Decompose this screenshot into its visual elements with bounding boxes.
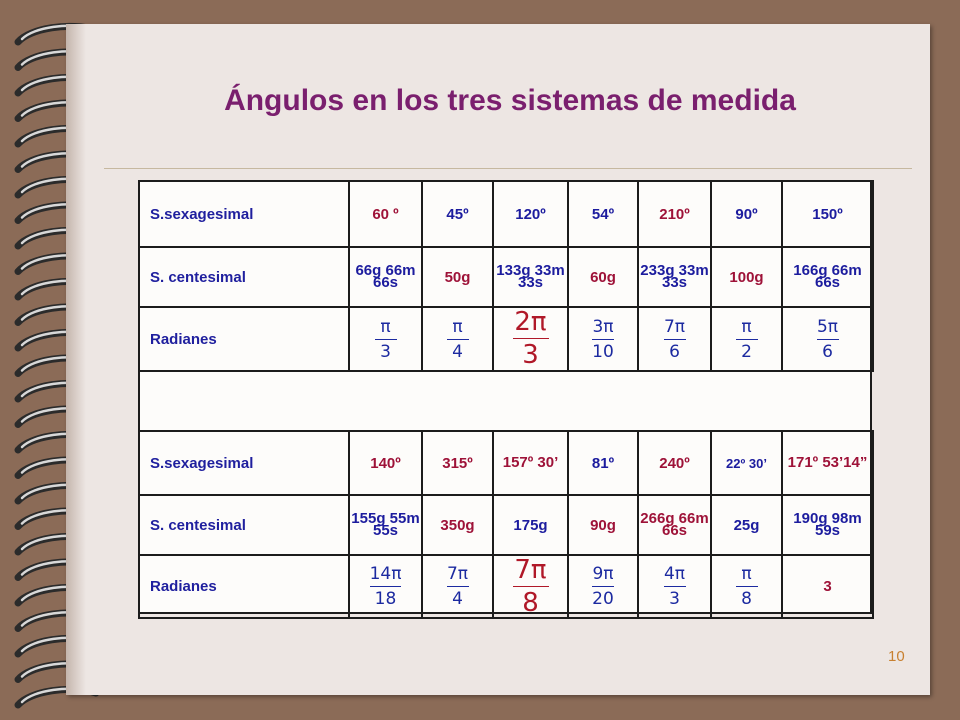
radian-fraction: $\frac{2\pi}{3}$ (514, 307, 547, 370)
sexagesimal-cell: 140º (349, 431, 422, 495)
radian-fraction: $\frac{14\pi}{18}$ (369, 564, 402, 609)
sexagesimal-cell: 157º 30’ (493, 431, 568, 495)
table1-row-sexagesimal (139, 181, 873, 247)
sexagesimal-cell: 210º (638, 181, 711, 247)
radian-cell (493, 555, 568, 618)
radian-cell (638, 307, 711, 371)
table2-row-radianes (139, 555, 873, 618)
row-label-radianes: Radianes (139, 555, 349, 618)
sexagesimal-cell: 45º (422, 181, 493, 247)
radian-cell (711, 555, 782, 618)
centesimal-cell: 155g 55m 55s (349, 495, 422, 555)
centesimal-cell: 25g (711, 495, 782, 555)
radian-fraction: $\frac{\pi}{8}$ (736, 564, 758, 609)
sexagesimal-cell: 90º (711, 181, 782, 247)
radian-fraction: $\frac{5\pi}{6}$ (816, 316, 839, 362)
centesimal-cell: 175g (493, 495, 568, 555)
radian-cell (349, 307, 422, 371)
radian-fraction: $\frac{\pi}{2}$ (736, 317, 758, 362)
centesimal-cell: 233g 33m 33s (638, 247, 711, 307)
table1-row-radianes (139, 307, 873, 371)
radian-fraction: $\frac{\pi}{3}$ (375, 317, 397, 362)
page-title: Ángulos en los tres sistemas de medida (224, 84, 796, 117)
page-shadow (66, 24, 86, 695)
centesimal-cell: 66g 66m 66s (349, 247, 422, 307)
row-label-radianes: Radianes (139, 307, 349, 371)
centesimal-cell: 133g 33m 33s (493, 247, 568, 307)
sexagesimal-cell: 60 º (349, 181, 422, 247)
radian-cell (638, 555, 711, 618)
centesimal-cell: 166g 66m 66s (782, 247, 873, 307)
sexagesimal-cell: 120º (493, 181, 568, 247)
radian-fraction: $\frac{\pi}{4}$ (447, 317, 469, 362)
table1-row-centesimal (139, 247, 873, 307)
sexagesimal-cell: 315º (422, 431, 493, 495)
radian-cell: 3 (782, 555, 873, 618)
title-divider (104, 168, 912, 169)
angles-table-1 (138, 180, 874, 372)
radian-cell (349, 555, 422, 618)
radian-fraction: $\frac{3\pi}{10}$ (592, 316, 614, 362)
radian-fraction: $\frac{7\pi}{4}$ (446, 564, 469, 609)
centesimal-cell: 50g (422, 247, 493, 307)
sexagesimal-cell: 54º (568, 181, 638, 247)
centesimal-cell: 190g 98m 59s (782, 495, 873, 555)
centesimal-cell: 90g (568, 495, 638, 555)
radian-fraction: $\frac{9\pi}{20}$ (592, 564, 614, 609)
row-label-centesimal: S. centesimal (139, 495, 349, 555)
radian-cell (711, 307, 782, 371)
radian-cell (568, 555, 638, 618)
sexagesimal-cell: 171º 53’14” (782, 431, 873, 495)
page-number: 10 (888, 648, 905, 665)
centesimal-cell: 60g (568, 247, 638, 307)
angles-table-2 (138, 430, 874, 619)
sexagesimal-cell: 240º (638, 431, 711, 495)
centesimal-cell: 266g 66m 66s (638, 495, 711, 555)
centesimal-cell: 100g (711, 247, 782, 307)
radian-fraction: $\frac{4\pi}{3}$ (663, 564, 686, 609)
table2-row-sexagesimal (139, 431, 873, 495)
row-label-sexagesimal: S.sexagesimal (139, 181, 349, 247)
row-label-sexagesimal: S.sexagesimal (139, 431, 349, 495)
sexagesimal-cell: 81º (568, 431, 638, 495)
row-label-centesimal: S. centesimal (139, 247, 349, 307)
radian-cell (422, 307, 493, 371)
radian-cell (568, 307, 638, 371)
centesimal-cell: 350g (422, 495, 493, 555)
sexagesimal-cell: 150º (782, 181, 873, 247)
table2-row-centesimal (139, 495, 873, 555)
radian-cell (782, 307, 873, 371)
radian-cell (422, 555, 493, 618)
radian-fraction: $\frac{7\pi}{8}$ (514, 555, 547, 618)
radian-cell (493, 307, 568, 371)
radian-fraction: $\frac{7\pi}{6}$ (663, 316, 686, 362)
sexagesimal-cell: 22º 30’ (711, 431, 782, 495)
